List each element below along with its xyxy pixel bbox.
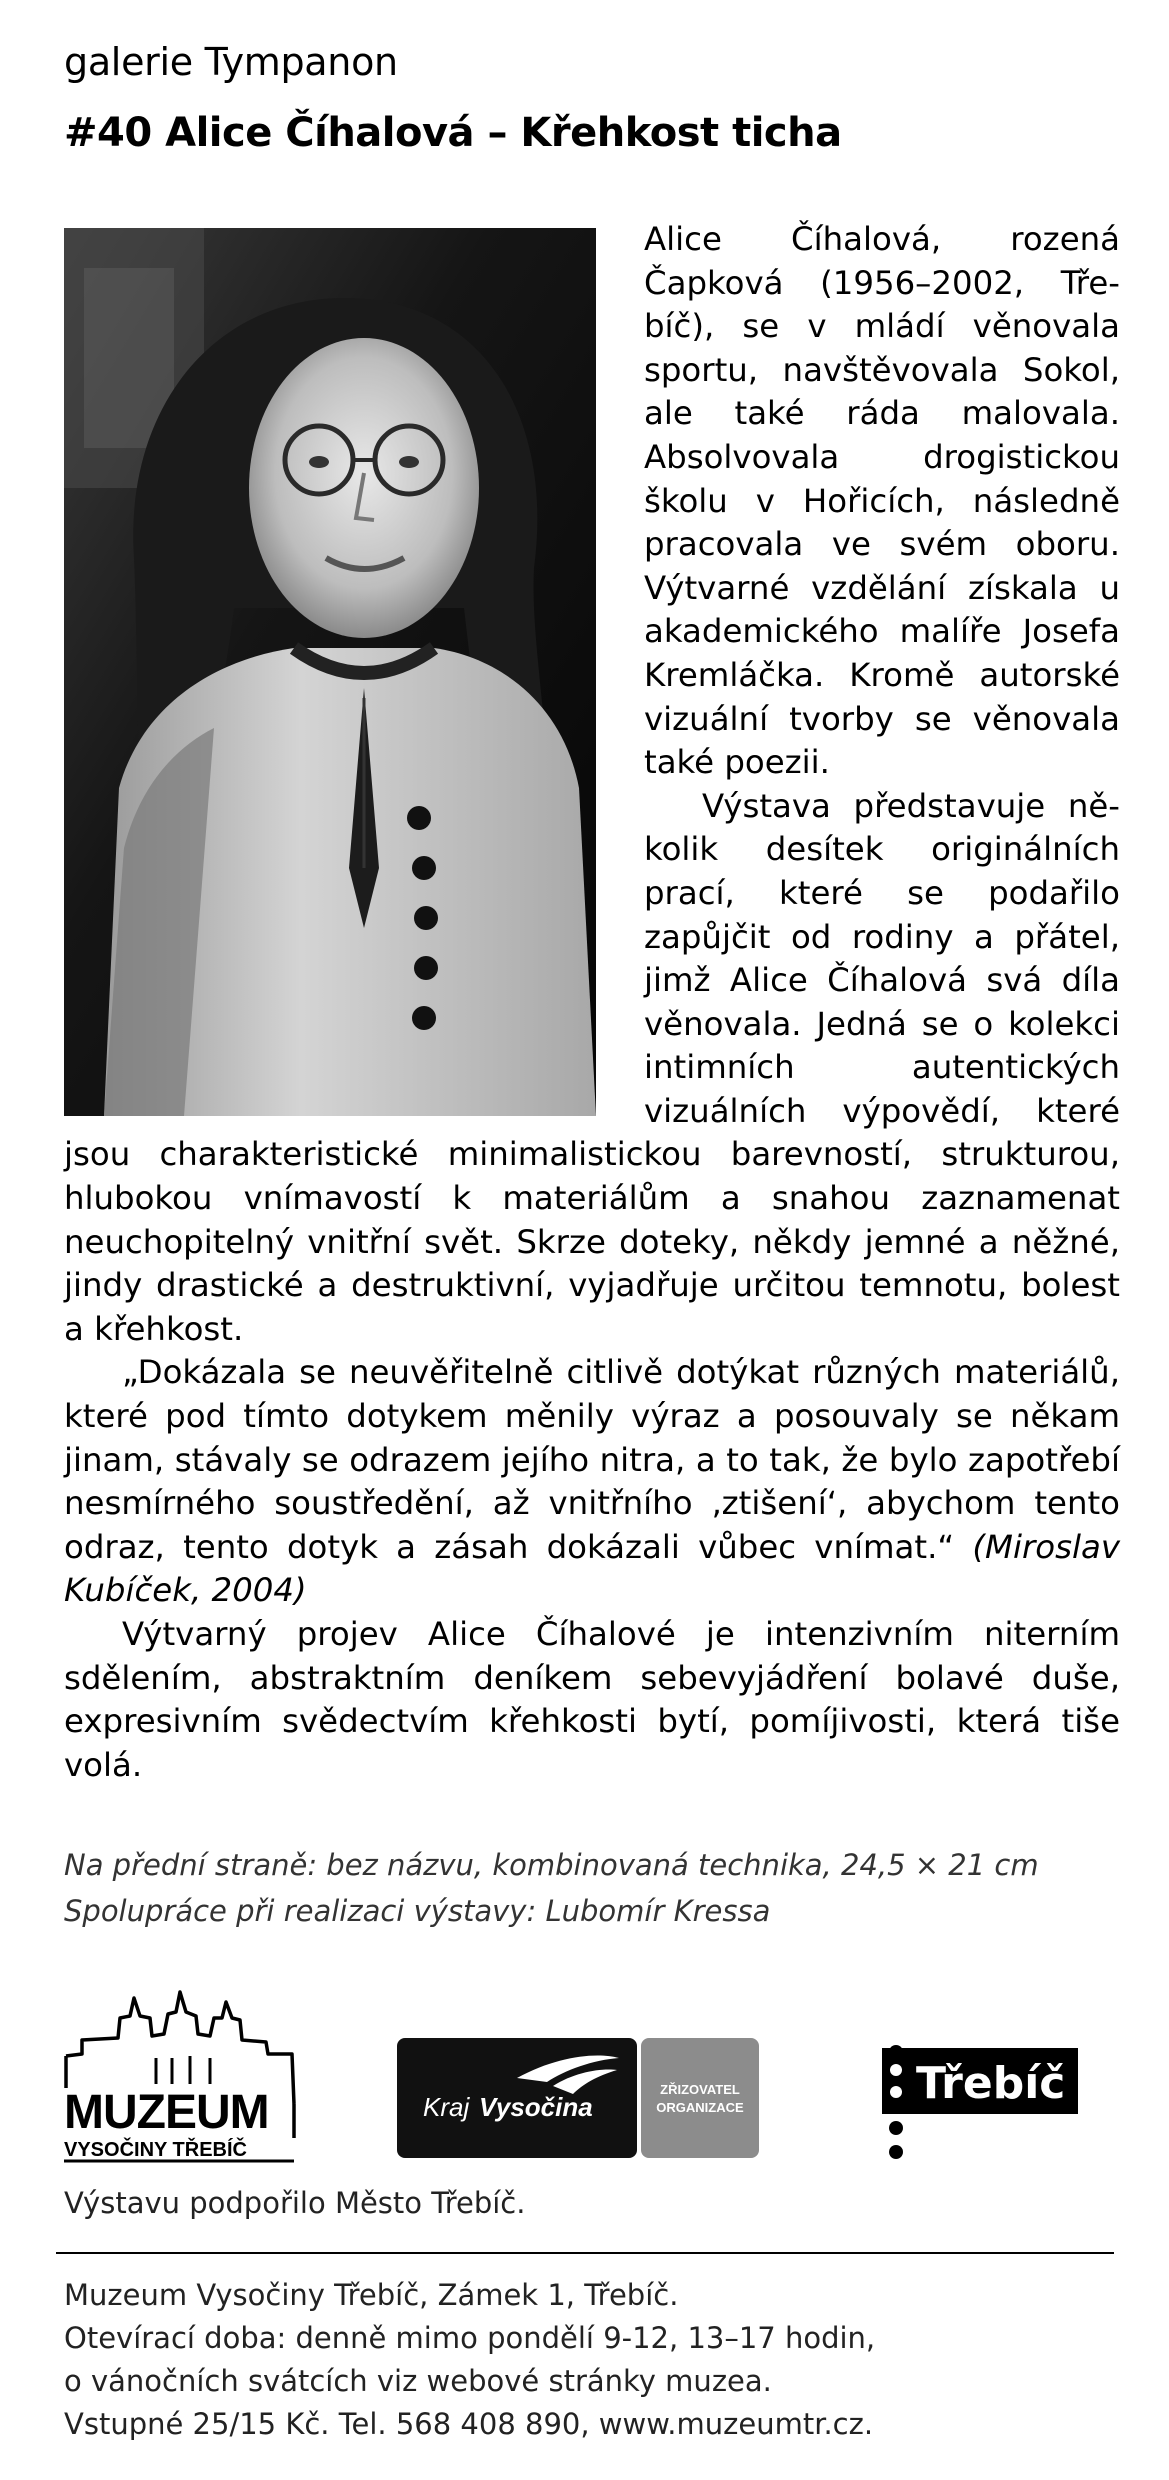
exhibition-title: #40 Alice Číhalová – Křehkost ticha [64, 110, 842, 156]
kraj-logo-text-light: Kraj [423, 2092, 470, 2122]
caption-cooperation: Spolupráce při realizaci výstavy: Lubomír Kressa [64, 1894, 771, 1928]
contact-admission: Vstupné 25/15 Kč. Tel. 568 408 890, www.muzeumtr.cz. [64, 2407, 874, 2441]
portrait-illustration [64, 228, 596, 1116]
contact-info [64, 2274, 875, 2446]
kraj-vysocina-logo [397, 2038, 759, 2158]
trebic-city-logo [866, 2040, 1078, 2164]
kraj-logo-text-bold: Vysočina [479, 2092, 593, 2122]
article-body [64, 218, 1120, 1787]
portrait-photo [64, 228, 596, 1116]
paragraph-quote [64, 1351, 1120, 1613]
paragraph-biography: Alice Číhalová, rozená Čapková (1956–2002, Třebíč), se v mládí věnovala sportu, navštěvovala Sokol, ale také ráda malovala. Absolvovala drogistickou školu v Hořicích, následně pracovala ve svém oboru. Výtvarné vzdělání získala u akademického malíře Josefa Kremláčka. Kromě autorské vizuální tvorby se věnovala také poezii. [644, 220, 1120, 782]
muzeum-vysociny-logo [60, 1988, 320, 2164]
contact-opening-hours: Otevírací doba: denně mimo pondělí 9-12, 13–17 hodin, [64, 2321, 876, 2355]
support-note: Výstavu podpořilo Město Třebíč. [64, 2186, 526, 2220]
muzeum-logo-subtext: VYSOČINY TŘEBÍČ [64, 2139, 247, 2161]
captions [64, 1842, 1124, 1934]
footer-divider [56, 2252, 1114, 2254]
paragraph-exhibition: Výstava představuje několik desítek originálních prací, které se podařilo zapůjčit od rodiny a přátel, jimž Alice Číhalová svá díla věnovala. Jedná se o kolekci intimních autentických vizuálních výpovědí, které jsou charakteristické minimalistickou barevností, strukturou, hlubokou vnímavostí k materiálům a snahou zaznamenat neuchopitelný vnitřní svět. Skrze doteky, někdy jemné a něžné, jindy drastické a destruktivní, vyjadřuje určitou temnotu, bolest a křehkost. [64, 786, 1120, 1348]
kraj-logo-tag1: ZŘIZOVATEL [660, 2082, 740, 2097]
caption-front-page: Na přední straně: bez názvu, kombinovaná technika, 24,5 × 21 cm [64, 1848, 1039, 1882]
quote-text: „Dokázala se neuvěřitelně citlivě dotýkat různých materiálů, které pod tímto dotykem měnily výraz a posouvaly se někam jinam, stávaly se odrazem jejího nitra, a to tak, že bylo zapotřebí nesmírného soustředění, až vnitřního ‚ztišení‘, abychom tento odraz, tento dotyk a zásah dokázali vůbec vnímat.“ [64, 1353, 1120, 1566]
muzeum-logo-text: MUZEUM [64, 2086, 269, 2139]
kraj-logo-tag2: ORGANIZACE [656, 2100, 744, 2115]
contact-address: Muzeum Vysočiny Třebíč, Zámek 1, Třebíč. [64, 2278, 679, 2312]
trebic-logo-text: Třebíč [916, 2058, 1066, 2109]
contact-holidays: o vánočních svátcích viz webové stránky muzea. [64, 2364, 772, 2398]
gallery-name: galerie Tympanon [64, 40, 398, 84]
quote-citation: (Miroslav Kubíček, 2004) [64, 1527, 1120, 1610]
paragraph-conclusion: Výtvarný projev Alice Číhalové je intenzivním niterním sdělením, abstraktním deníkem sebevyjádření bolavé duše, expresivním svědectvím křehkosti bytí, pomíjivosti, která tiše volá. [64, 1615, 1120, 1784]
